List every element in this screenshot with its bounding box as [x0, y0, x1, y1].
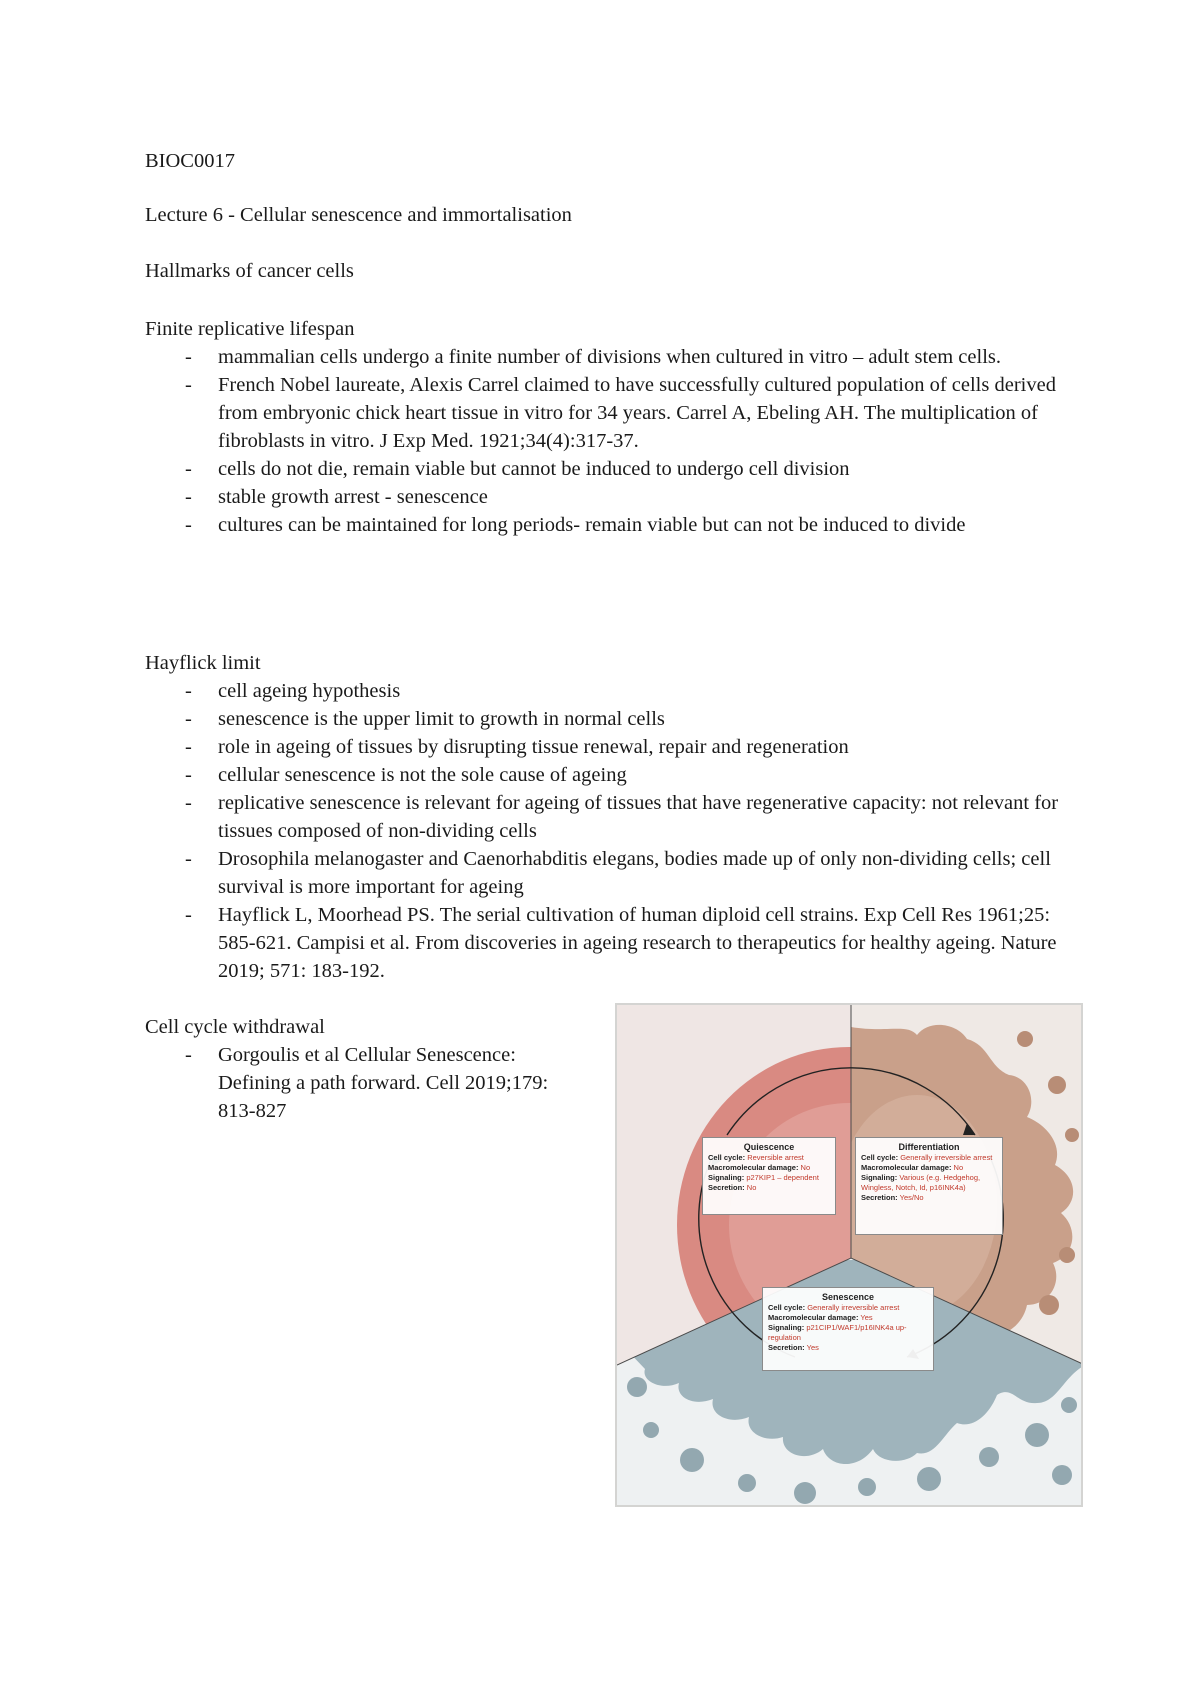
list-item: - role in ageing of tissues by disrupting tissue renewal, repair and regeneration	[145, 733, 1075, 761]
heading-cell-cycle-withdrawal: Cell cycle withdrawal	[145, 1016, 325, 1038]
course-code: BIOC0017	[145, 150, 235, 172]
heading-hayflick-limit: Hayflick limit	[145, 652, 261, 674]
lecture-title: Lecture 6 - Cellular senescence and immortalisation	[145, 204, 572, 226]
finite-lifespan-list	[145, 343, 1075, 539]
list-item: - Drosophila melanogaster and Caenorhabditis elegans, bodies made up of only non-dividing cells; cell survival is more important for ageing	[145, 845, 1075, 901]
differentiation-box: Differentiation Cell cycle: Generally irreversible arrest Macromolecular damage: No Signaling: Various (e.g. Hedgehog, Wingless, Notch, Id, p16INK4a) Secretion: Yes/No	[855, 1137, 1003, 1235]
differentiation-title: Differentiation	[898, 1142, 960, 1152]
cell-fate-figure	[615, 1003, 1083, 1507]
cell-fate-illustration	[617, 1005, 1083, 1507]
list-item: - senescence is the upper limit to growth in normal cells	[145, 705, 1075, 733]
list-item: - stable growth arrest - senescence	[145, 483, 1075, 511]
list-item: - cellular senescence is not the sole cause of ageing	[145, 761, 1075, 789]
cell-cycle-list	[145, 1041, 575, 1125]
quiescence-box: Quiescence Cell cycle: Reversible arrest Macromolecular damage: No Signaling: p27KIP1 – dependent Secretion: No	[702, 1137, 836, 1215]
hayflick-limit-list	[145, 677, 1075, 985]
list-item: - Hayflick L, Moorhead PS. The serial cultivation of human diploid cell strains. Exp Cell Res 1961;25: 585-621. Campisi et al. From discoveries in ageing research to therapeutics for healthy ageing. Nature 2019; 571: 183-192.	[145, 901, 1075, 985]
list-item: - replicative senescence is relevant for ageing of tissues that have regenerative capacity: not relevant for tissues composed of non-dividing cells	[145, 789, 1075, 845]
list-item: - mammalian cells undergo a finite number of divisions when cultured in vitro – adult stem cells.	[145, 343, 1075, 371]
senescence-title: Senescence	[821, 1292, 875, 1302]
section-heading-hallmarks: Hallmarks of cancer cells	[145, 260, 354, 282]
heading-finite-lifespan: Finite replicative lifespan	[145, 318, 355, 340]
list-item: - cell ageing hypothesis	[145, 677, 1075, 705]
senescence-box: Senescence Cell cycle: Generally irreversible arrest Macromolecular damage: Yes Signaling: p21CIP1/WAF1/p16INK4a up-regulation Secretion: Yes	[762, 1287, 934, 1371]
list-item: - French Nobel laureate, Alexis Carrel claimed to have successfully cultured population of cells derived from embryonic chick heart tissue in vitro for 34 years. Carrel A, Ebeling AH. The multiplication of fibroblasts in vitro. J Exp Med. 1921;34(4):317-37.	[145, 371, 1075, 455]
list-item: - cells do not die, remain viable but cannot be induced to undergo cell division	[145, 455, 1075, 483]
list-item: - cultures can be maintained for long periods- remain viable but can not be induced to divide	[145, 511, 1075, 539]
list-item: - Gorgoulis et al Cellular Senescence: Defining a path forward. Cell 2019;179: 813-827	[145, 1041, 575, 1125]
quiescence-title: Quiescence	[743, 1142, 795, 1152]
